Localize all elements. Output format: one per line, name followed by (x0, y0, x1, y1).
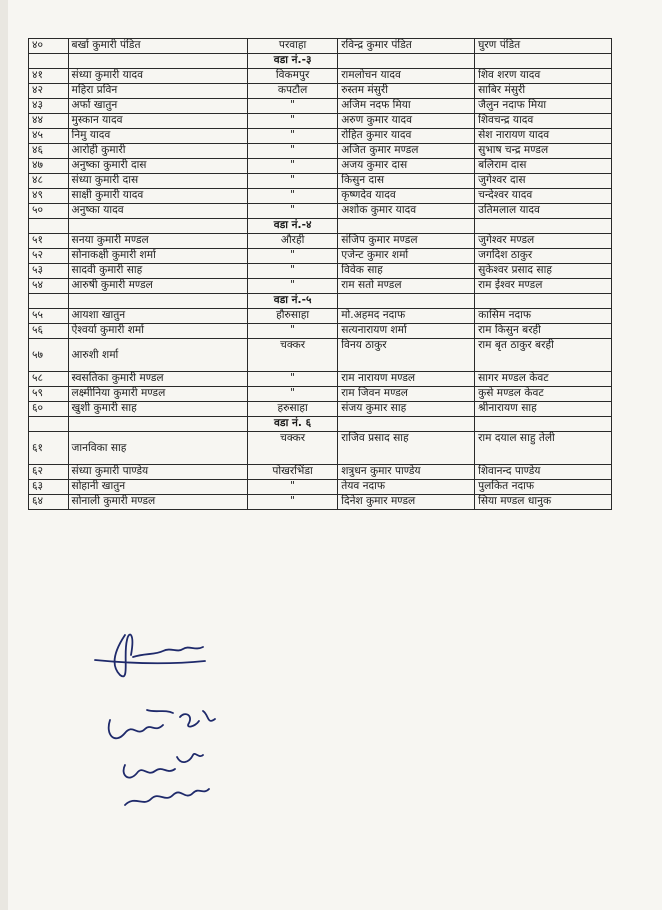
table-row (29, 144, 612, 159)
grandfather-name-cell: शिवानन्द पाण्डेय (475, 465, 612, 480)
empty-cell (338, 417, 475, 432)
table-row (29, 465, 612, 480)
serial-number-cell: ४० (29, 39, 69, 54)
student-name-cell: महिरा प्रविन (68, 84, 247, 99)
student-name-cell: सनया कुमारी मण्डल (68, 234, 247, 249)
student-name-cell: सादवी कुमारी साह (68, 264, 247, 279)
student-name-cell: खुशी कुमारी साह (68, 402, 247, 417)
father-name-cell: राम सतो मण्डल (338, 279, 475, 294)
village-cell: " (247, 174, 337, 189)
grandfather-name-cell: कासिम नदाफ (475, 309, 612, 324)
ward-header-row (29, 294, 612, 309)
serial-number-cell: ५३ (29, 264, 69, 279)
serial-number-cell: ५० (29, 204, 69, 219)
table-row (29, 249, 612, 264)
father-name-cell: रविन्द्र कुमार पंडित (338, 39, 475, 54)
village-cell: " (247, 204, 337, 219)
father-name-cell: मो.अहमद नदाफ (338, 309, 475, 324)
father-name-cell: अशोक कुमार यादव (338, 204, 475, 219)
serial-number-cell: ५५ (29, 309, 69, 324)
village-cell: " (247, 372, 337, 387)
student-name-cell: सोनाली कुमारी मण्डल (68, 495, 247, 510)
serial-number-cell: ५६ (29, 324, 69, 339)
village-cell: " (247, 324, 337, 339)
table-row (29, 387, 612, 402)
father-name-cell: अरुण कुमार यादव (338, 114, 475, 129)
handwritten-signature (85, 625, 265, 825)
student-name-cell: आयशा खातुन (68, 309, 247, 324)
student-name-cell: निमु यादव (68, 129, 247, 144)
table-row (29, 189, 612, 204)
serial-number-cell: ५७ (29, 339, 69, 372)
empty-cell (338, 54, 475, 69)
table-row (29, 309, 612, 324)
empty-cell (68, 219, 247, 234)
ward-label: वडा नं.-५ (247, 294, 337, 309)
village-cell: चक्कर (247, 339, 337, 372)
page-edge (0, 0, 8, 910)
empty-cell (29, 54, 69, 69)
grandfather-name-cell: सिया मण्डल धानुक (475, 495, 612, 510)
grandfather-name-cell: राम दयाल साहु तेली (475, 432, 612, 465)
table-row (29, 114, 612, 129)
student-name-cell: संध्या कुमारी पाण्डेय (68, 465, 247, 480)
grandfather-name-cell: कुसे मण्डल केवट (475, 387, 612, 402)
empty-cell (68, 417, 247, 432)
grandfather-name-cell: सुकेश्वर प्रसाद साह (475, 264, 612, 279)
father-name-cell: रामलोचन यादव (338, 69, 475, 84)
grandfather-name-cell: जगदिश ठाकुर (475, 249, 612, 264)
table-row (29, 69, 612, 84)
table-row (29, 324, 612, 339)
table-row (29, 432, 612, 465)
student-name-cell: अनुष्का यादव (68, 204, 247, 219)
grandfather-name-cell: बलिराम दास (475, 159, 612, 174)
serial-number-cell: ४८ (29, 174, 69, 189)
ward-label: वडा नं. ६ (247, 417, 337, 432)
table-row (29, 39, 612, 54)
empty-cell (338, 294, 475, 309)
table-row (29, 84, 612, 99)
serial-number-cell: ४५ (29, 129, 69, 144)
serial-number-cell: ५२ (29, 249, 69, 264)
table-row (29, 159, 612, 174)
father-name-cell: किसुन दास (338, 174, 475, 189)
ward-header-row (29, 417, 612, 432)
grandfather-name-cell: साबिर मंसुरी (475, 84, 612, 99)
grandfather-name-cell: राम बृत ठाकुर बरही (475, 339, 612, 372)
serial-number-cell: ६१ (29, 432, 69, 465)
table-row (29, 480, 612, 495)
village-cell: " (247, 264, 337, 279)
village-cell: औरही (247, 234, 337, 249)
village-cell: " (247, 99, 337, 114)
ward-label: वडा नं.-४ (247, 219, 337, 234)
table-row (29, 495, 612, 510)
serial-number-cell: ४९ (29, 189, 69, 204)
student-list-table (28, 38, 612, 510)
father-name-cell: राम नारायण मण्डल (338, 372, 475, 387)
village-cell: " (247, 480, 337, 495)
grandfather-name-cell: सुभाष चन्द्र मण्डल (475, 144, 612, 159)
serial-number-cell: ५८ (29, 372, 69, 387)
serial-number-cell: ४३ (29, 99, 69, 114)
father-name-cell: अजिम नदफ मिया (338, 99, 475, 114)
serial-number-cell: ४२ (29, 84, 69, 99)
grandfather-name-cell: उतिमलाल यादव (475, 204, 612, 219)
father-name-cell: तेयव नदाफ (338, 480, 475, 495)
student-name-cell: ऐश्वर्या कुमारी शर्मा (68, 324, 247, 339)
student-name-cell: संध्या कुमारी दास (68, 174, 247, 189)
table-row (29, 234, 612, 249)
village-cell: " (247, 189, 337, 204)
village-cell: परवाहा (247, 39, 337, 54)
grandfather-name-cell: शिवचन्द्र यादव (475, 114, 612, 129)
grandfather-name-cell: सागर मण्डल केवट (475, 372, 612, 387)
student-name-cell: अर्फा खातुन (68, 99, 247, 114)
student-name-cell: संध्या कुमारी यादव (68, 69, 247, 84)
father-name-cell: विवेक साह (338, 264, 475, 279)
empty-cell (68, 54, 247, 69)
father-name-cell: कृष्णदेव यादव (338, 189, 475, 204)
father-name-cell: राम जिवन मण्डल (338, 387, 475, 402)
grandfather-name-cell: जुगेश्वर दास (475, 174, 612, 189)
grandfather-name-cell: जैलुन नदाफ मिया (475, 99, 612, 114)
village-cell: विकमपुर (247, 69, 337, 84)
empty-cell (338, 219, 475, 234)
father-name-cell: संजिप कुमार मण्डल (338, 234, 475, 249)
village-cell: पोखरभिंडा (247, 465, 337, 480)
table-row (29, 99, 612, 114)
grandfather-name-cell: घुरण पंडित (475, 39, 612, 54)
student-name-cell: लक्ष्मीनिया कुमारी मण्डल (68, 387, 247, 402)
serial-number-cell: ५४ (29, 279, 69, 294)
grandfather-name-cell: सेश नारायण यादव (475, 129, 612, 144)
village-cell: " (247, 144, 337, 159)
student-name-cell: सोहानी खातुन (68, 480, 247, 495)
serial-number-cell: ५९ (29, 387, 69, 402)
serial-number-cell: ६० (29, 402, 69, 417)
serial-number-cell: ६२ (29, 465, 69, 480)
father-name-cell: दिनेश कुमार मण्डल (338, 495, 475, 510)
village-cell: " (247, 129, 337, 144)
serial-number-cell: ६४ (29, 495, 69, 510)
father-name-cell: अजय कुमार दास (338, 159, 475, 174)
student-name-cell: सोनाकक्षी कुमारी शर्मा (68, 249, 247, 264)
ward-label: वडा नं.-३ (247, 54, 337, 69)
student-name-cell: आरुषी कुमारी मण्डल (68, 279, 247, 294)
village-cell: हरुसाहा (247, 402, 337, 417)
student-name-cell: साक्षी कुमारी यादव (68, 189, 247, 204)
father-name-cell: राजिव प्रसाद साह (338, 432, 475, 465)
father-name-cell: रोहित कुमार यादव (338, 129, 475, 144)
village-cell: " (247, 159, 337, 174)
grandfather-name-cell: चन्देश्वर यादव (475, 189, 612, 204)
father-name-cell: शत्रुधन कुमार पाण्डेय (338, 465, 475, 480)
father-name-cell: अजित कुमार मण्डल (338, 144, 475, 159)
grandfather-name-cell: जुगेश्वर मण्डल (475, 234, 612, 249)
table-row (29, 372, 612, 387)
table-row (29, 339, 612, 372)
empty-cell (475, 294, 612, 309)
serial-number-cell: ४७ (29, 159, 69, 174)
village-cell: " (247, 279, 337, 294)
serial-number-cell: ४६ (29, 144, 69, 159)
student-name-cell: अनुष्का कुमारी दास (68, 159, 247, 174)
grandfather-name-cell: राम ईश्वर मण्डल (475, 279, 612, 294)
student-name-cell: मुस्कान यादव (68, 114, 247, 129)
father-name-cell: रुस्तम मंसुरी (338, 84, 475, 99)
student-name-cell: जानविका साह (68, 432, 247, 465)
grandfather-name-cell: पुलकित नदाफ (475, 480, 612, 495)
table-row (29, 279, 612, 294)
student-name-cell: स्वसतिका कुमारी मण्डल (68, 372, 247, 387)
table-row (29, 264, 612, 279)
student-name-cell: बर्खा कुमारी पंडित (68, 39, 247, 54)
grandfather-name-cell: राम किसुन बरही (475, 324, 612, 339)
empty-cell (29, 219, 69, 234)
table-row (29, 402, 612, 417)
village-cell: हौरुसाहा (247, 309, 337, 324)
empty-cell (475, 417, 612, 432)
serial-number-cell: ४१ (29, 69, 69, 84)
village-cell: चक्कर (247, 432, 337, 465)
grandfather-name-cell: शिव शरण यादव (475, 69, 612, 84)
father-name-cell: सत्यनारायण शर्मा (338, 324, 475, 339)
village-cell: " (247, 249, 337, 264)
empty-cell (68, 294, 247, 309)
village-cell: " (247, 495, 337, 510)
grandfather-name-cell: श्रीनारायण साह (475, 402, 612, 417)
ward-header-row (29, 54, 612, 69)
empty-cell (29, 417, 69, 432)
serial-number-cell: ४४ (29, 114, 69, 129)
village-cell: कपटौल (247, 84, 337, 99)
table-row (29, 129, 612, 144)
student-name-cell: आरोही कुमारी (68, 144, 247, 159)
serial-number-cell: ६३ (29, 480, 69, 495)
ward-header-row (29, 219, 612, 234)
father-name-cell: संजय कुमार साह (338, 402, 475, 417)
empty-cell (475, 54, 612, 69)
empty-cell (29, 294, 69, 309)
village-cell: " (247, 387, 337, 402)
father-name-cell: विनय ठाकुर (338, 339, 475, 372)
empty-cell (475, 219, 612, 234)
table-row (29, 174, 612, 189)
table-body (29, 39, 612, 510)
serial-number-cell: ५१ (29, 234, 69, 249)
village-cell: " (247, 114, 337, 129)
student-name-cell: आरुशी शर्मा (68, 339, 247, 372)
father-name-cell: एजेन्ट कुमार शर्मा (338, 249, 475, 264)
table-row (29, 204, 612, 219)
